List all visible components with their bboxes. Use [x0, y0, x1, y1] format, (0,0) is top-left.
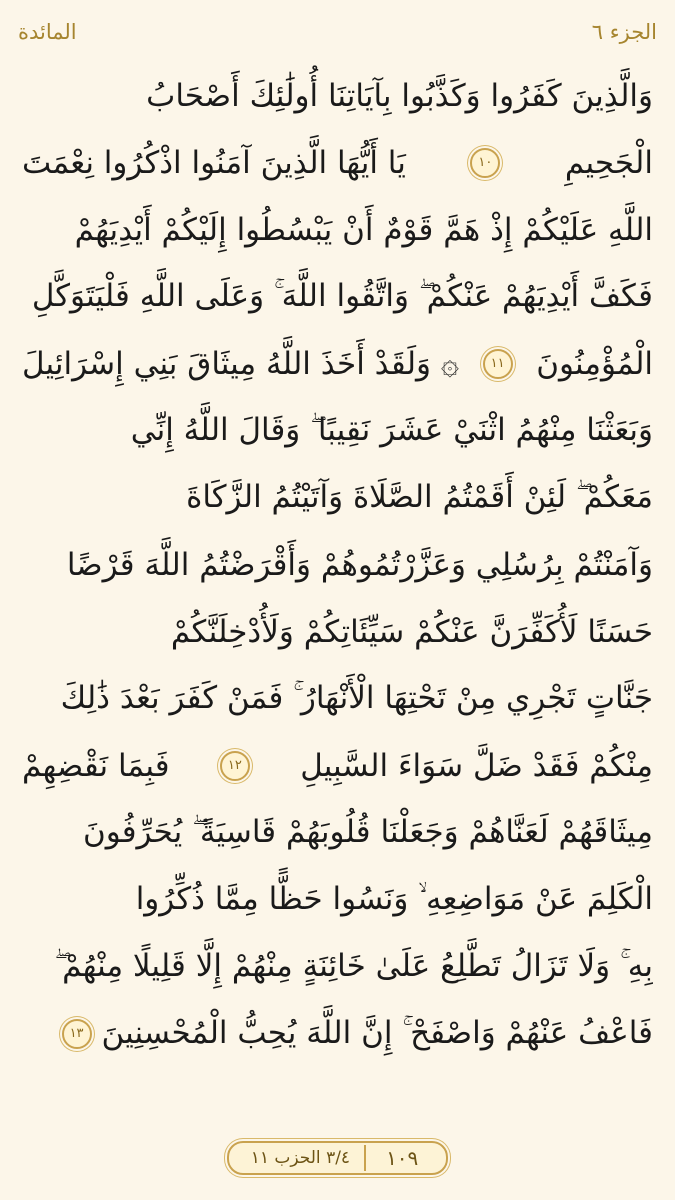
- verse-text: وَالَّذِينَ كَفَرُوا وَكَذَّبُوا بِآيَاتِنَا أُولَٰئِكَ أَصْحَابُ: [146, 77, 653, 114]
- footer-divider: [364, 1145, 366, 1171]
- surah-name: المائدة: [18, 20, 77, 44]
- verse-text: فَاعْفُ عَنْهُمْ وَاصْفَحْ ۚ إِنَّ اللَّهَ يُحِبُّ الْمُحْسِنِينَ: [101, 1015, 653, 1051]
- text-line: [22, 598, 653, 665]
- page-number: ١٠٩: [386, 1146, 419, 1170]
- verse-text: فَكَفَّ أَيْدِيَهُمْ عَنْكُمْ ۖ وَاتَّقُوا اللَّهَ ۚ وَعَلَى اللَّهِ فَلْيَتَوَكَّلِ: [31, 278, 653, 314]
- text-line: [22, 129, 653, 196]
- text-line: [22, 1000, 653, 1067]
- hizb-indicator: ٣/٤ الحزب ١١: [250, 1148, 351, 1168]
- verse-text: مِيثَاقَهُمْ لَعَنَّاهُمْ وَجَعَلْنَا قُلُوبَهُمْ قَاسِيَةً ۖ يُحَرِّفُونَ: [82, 814, 653, 850]
- verse-text: الْجَحِيمِ: [564, 144, 653, 181]
- verse-text: يَا أَيُّهَا الَّذِينَ آمَنُوا اذْكُرُوا نِعْمَتَ: [22, 144, 406, 181]
- verse-text: فَبِمَا نَقْضِهِمْ: [22, 747, 170, 784]
- verse-text: وَبَعَثْنَا مِنْهُمُ اثْنَيْ عَشَرَ نَقِيبًا ۖ وَقَالَ اللَّهُ إِنِّي: [130, 412, 653, 448]
- quran-text-block: [22, 62, 653, 1067]
- verse-text: الْكَلِمَ عَنْ مَوَاضِعِهِ ۙ وَنَسُوا حَظًّا مِمَّا ذُكِّرُوا: [135, 881, 653, 917]
- verse-text: وَآمَنْتُمْ بِرُسُلِي وَعَزَّرْتُمُوهُمْ وَأَقْرَضْتُمُ اللَّهَ قَرْضًا: [66, 546, 653, 583]
- text-line: [22, 732, 653, 799]
- verse-text: بِهِ ۚ وَلَا تَزَالُ تَطَّلِعُ عَلَىٰ خَائِنَةٍ مِنْهُمْ إِلَّا قَلِيلًا مِنْهُمْ ۖ: [54, 948, 653, 984]
- text-line: [22, 799, 653, 866]
- text-line: [22, 464, 653, 531]
- page-footer: [0, 1138, 675, 1178]
- ayah-number-marker: ١٢: [220, 751, 250, 781]
- text-line: [22, 330, 653, 397]
- text-line: [22, 62, 653, 129]
- verse-text: الْمُؤْمِنُونَ: [536, 345, 653, 382]
- text-line: [22, 196, 653, 263]
- text-line: [22, 665, 653, 732]
- verse-text: جَنَّاتٍ تَجْرِي مِنْ تَحْتِهَا الْأَنْهَارُ ۚ فَمَنْ كَفَرَ بَعْدَ ذَٰلِكَ: [60, 680, 653, 716]
- text-line: [22, 263, 653, 330]
- text-line: [22, 397, 653, 464]
- text-line: [22, 531, 653, 598]
- ayah-number-marker: ١١: [483, 349, 513, 379]
- verse-text: مِنْكُمْ فَقَدْ ضَلَّ سَوَاءَ السَّبِيلِ: [300, 747, 653, 784]
- ayah-number-marker: ١٠: [470, 148, 500, 178]
- footer-frame: [227, 1141, 449, 1175]
- verse-text: اللَّهِ عَلَيْكُمْ إِذْ هَمَّ قَوْمٌ أَنْ يَبْسُطُوا إِلَيْكُمْ أَيْدِيَهُمْ: [74, 211, 653, 248]
- ayah-number-marker: ١٣: [62, 1019, 92, 1049]
- verse-text: ۞ وَلَقَدْ أَخَذَ اللَّهُ مِيثَاقَ بَنِي إِسْرَائِيلَ: [22, 345, 460, 382]
- verse-text: مَعَكُمْ ۖ لَئِنْ أَقَمْتُمُ الصَّلَاةَ وَآتَيْتُمُ الزَّكَاةَ: [186, 479, 653, 515]
- juz-label: الجزء ٦: [591, 20, 657, 44]
- verse-text: حَسَنًا لَأُكَفِّرَنَّ عَنْكُمْ سَيِّئَاتِكُمْ وَلَأُدْخِلَنَّكُمْ: [170, 613, 653, 650]
- text-line: [22, 933, 653, 1000]
- page-header: [18, 14, 657, 50]
- text-line: [22, 866, 653, 933]
